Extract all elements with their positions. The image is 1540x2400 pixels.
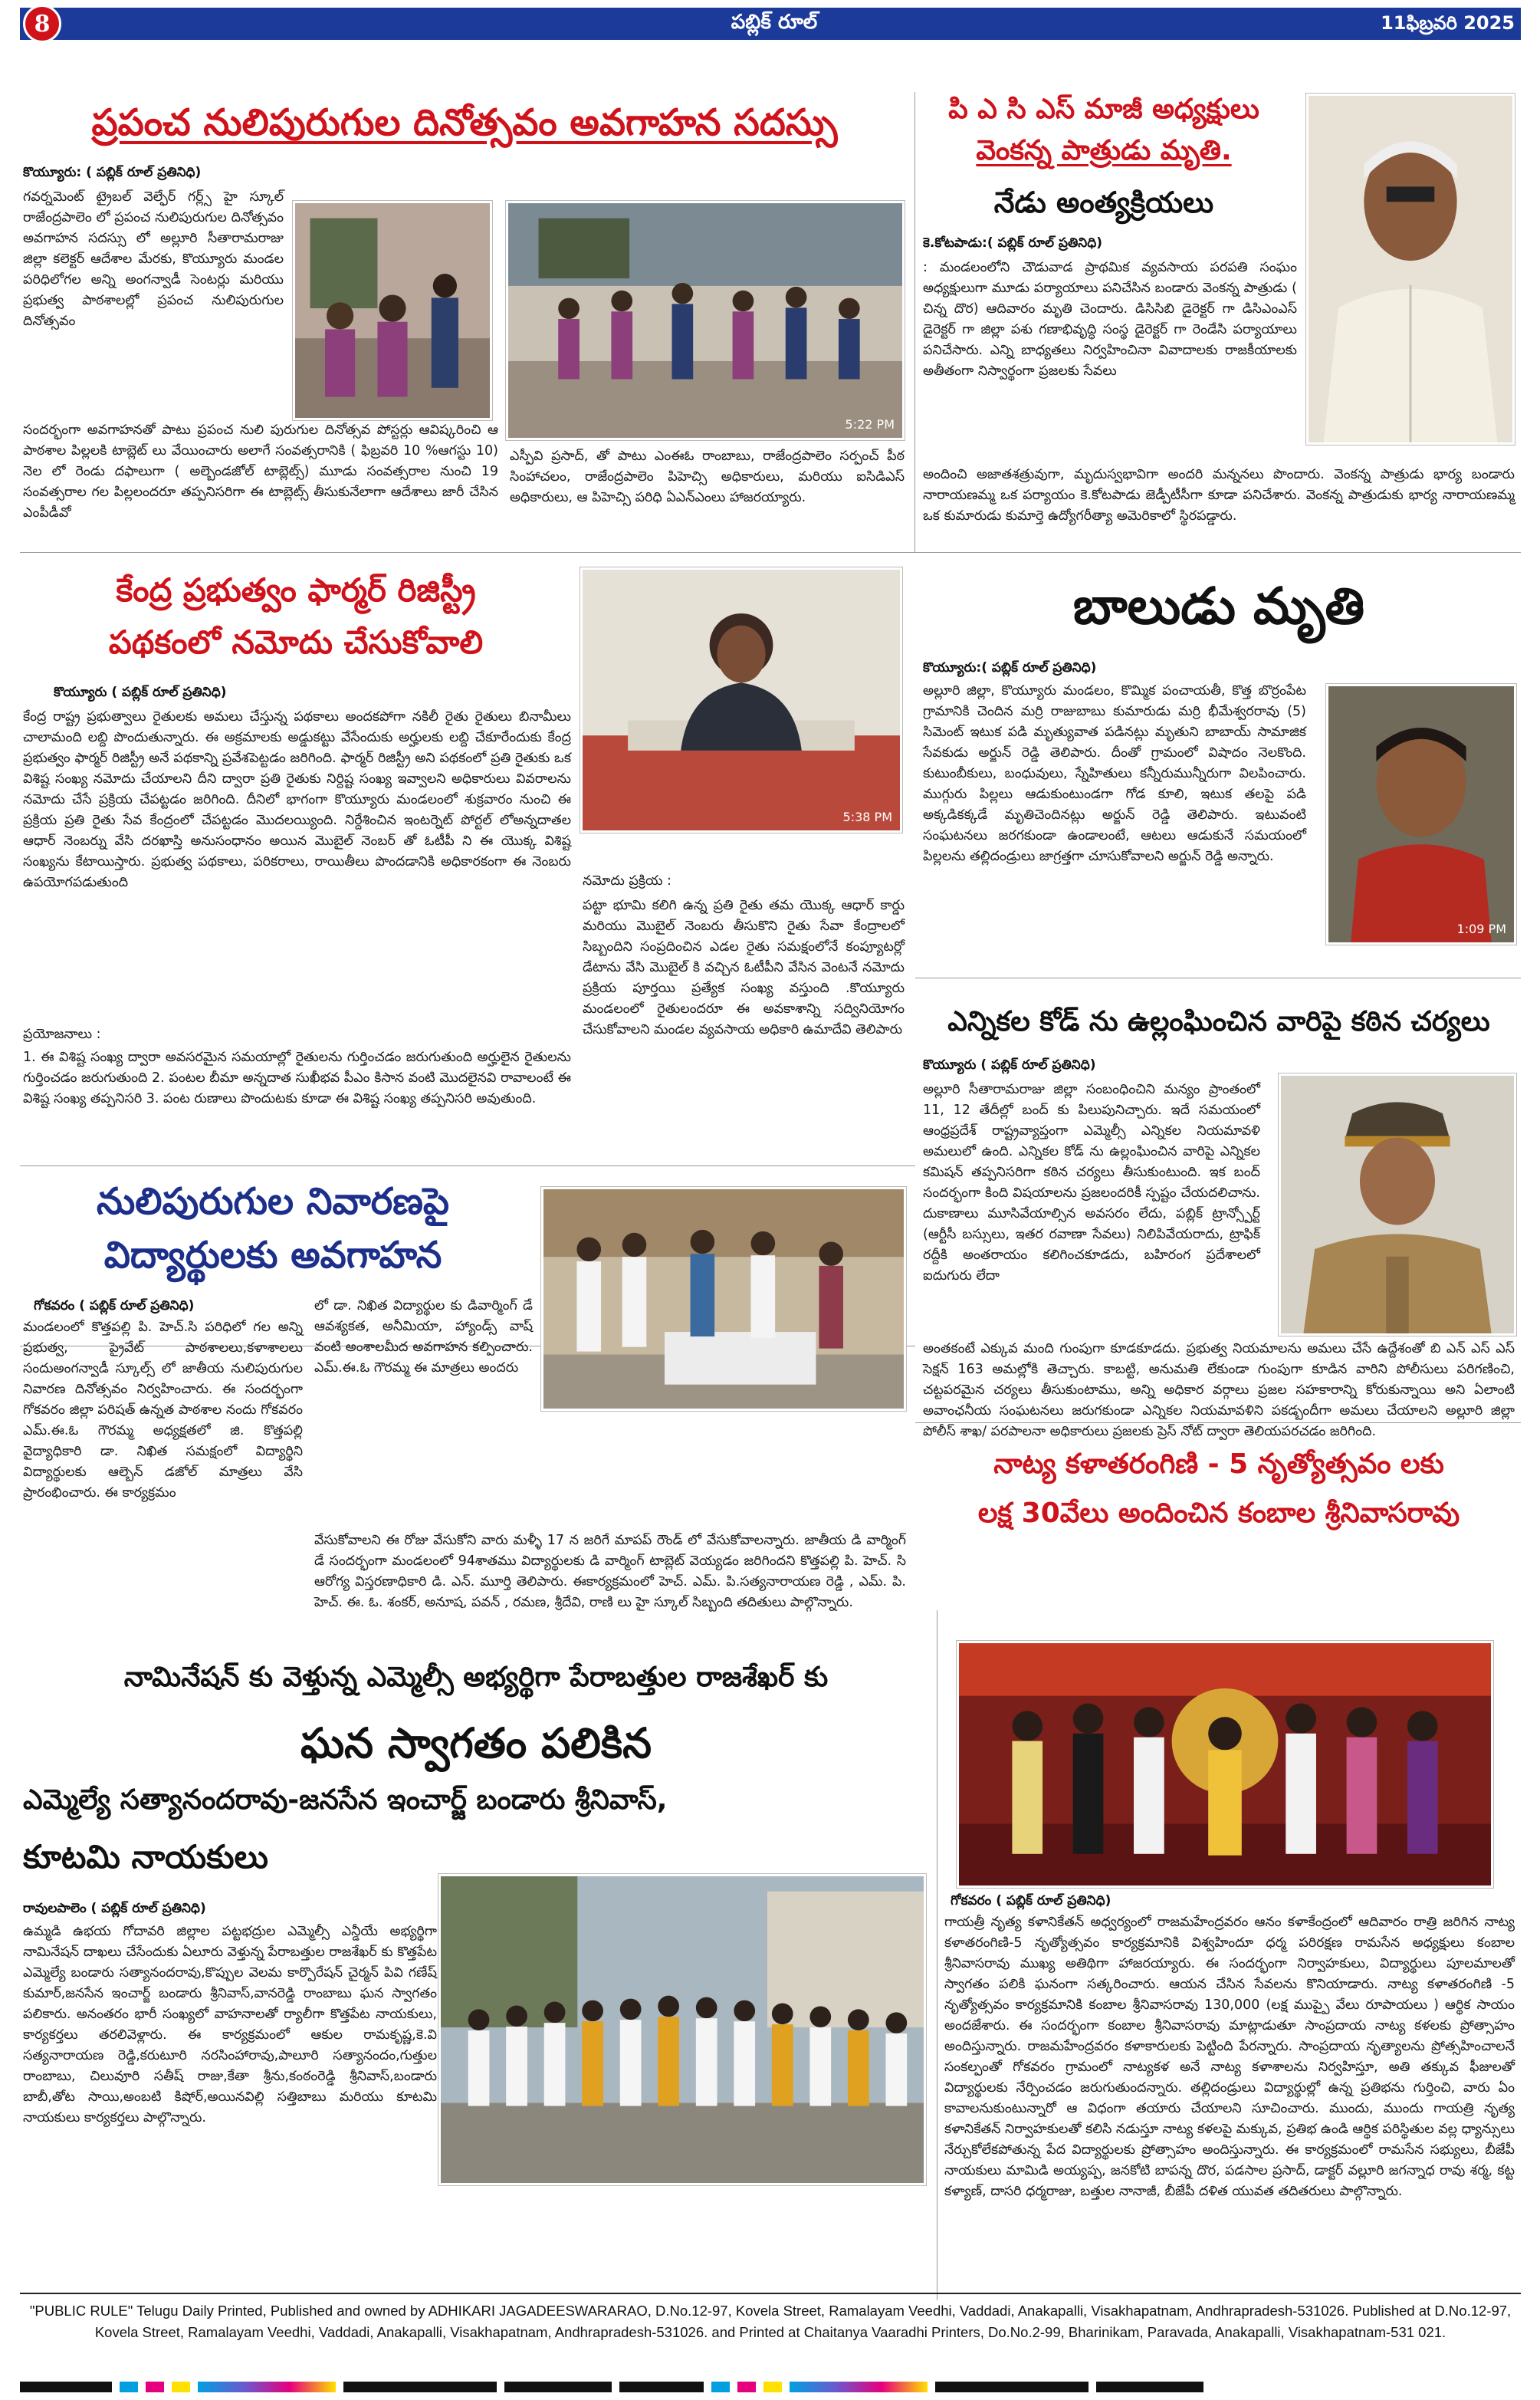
article3-process-label: నమోదు ప్రక్రియ : [583, 873, 671, 889]
page-number-badge [23, 5, 61, 43]
article1-photo-event [506, 201, 905, 440]
article3-headline-line2: పథకంలో నమోదు చేసుకోవాలి [108, 623, 484, 661]
article8-body: ఉమ్మడి ఉభయ గోదావరి జిల్లాల పట్టభద్రుల ఎమ్మెల్సీ ఎన్డీయే అభ్యర్థిగా నామినేషన్ దాఖలు చేసేందుకు ఏలూరు వెళ్తున్న పేరాబత్తుల రాజశేఖర్ కు కొత్తపేట ఎమ్మెల్యే బండారు సత్యానందరావు,కొప్పుల వెలమ కార్పొరేషన్ చైర్మన్ పివి గణేష్ కుమార్,జనసేన ఇంచార్జ్ బండారు శ్రీనివాస్,వానరెడ్డి రాంబాబు ఘన స్వాగతం పలికారు. అనంతరం భారీ సంఖ్యలో వాహనాలతో ర్యాలీగా కొత్తపేట నాయకులు, కార్యకర్తలు తరలివెళ్లారు. ఈ కార్యక్రమంలో ఆకుల రామకృష్ణ,కె.వి సత్యనారాయణ రెడ్డి,కరుటూరి నరసింహారావు,పాలూరి సత్యానందం,గుత్తుల రాంబాబు, చిలువూరి సతీష్ రాజు,కేతా శ్రీను,కంఠంరెడ్డి శ్రీనివాస్,బండారు బాబీ,తోట సాయి,అంబటి కిషోర్,అయినవిల్లి సత్తిబాబు మరియు కూటమి నాయకులు కార్యకర్తలు పాల్గొన్నారు. [23, 1924, 437, 2125]
article3-photo-timestamp: 5:38 PM [842, 810, 892, 824]
article7-headline-line2: లక్ష 30వేలు అందించిన కంబాల శ్రీనివాసరావు [977, 1498, 1460, 1529]
article1-body-right: ఎస్పీవి ప్రసాద్, తో పాటు ఎంఈఓ రాంబాబు, రాజేంద్రపాలెం సర్పంచ్ పీఠ సింహాచలం, రాజేంద్రపాలెం పిహెచ్సి అధికారులు, మరియు ఐసిడిఎస్ అధికారులు, ఆ పిహెచ్సి పరిధి ఏఎన్ఎంలు హాజరయ్యారు. [510, 449, 905, 505]
article8-headline-line1: నామినేషన్ కు వెళ్తున్న ఎమ్మెల్సీ అభ్యర్థిగా పేరాబత్తుల రాజశేఖర్ కు [123, 1662, 829, 1693]
issue-date: 11ఫిబ్రవరి 2025 [1381, 12, 1515, 34]
article6-headline-line2: విద్యార్థులకు అవగాహన [103, 1234, 442, 1277]
article3-photo-officer [580, 567, 902, 833]
article6-photo-doctors [541, 1187, 906, 1411]
article8-dateline: రావులపాలెం ( పబ్లిక్ రూల్ ప్రతినిధి) [23, 1901, 206, 1916]
article5-body-column: అల్లూరి సీతారామరాజు జిల్లా సంబంధించిని మన్యం ప్రాంతంలో 11, 12 తేదీల్లో బంద్ కు పిలుపునిచ్చారు. ఇదే సమయంలో ఆంధ్రప్రదేశ్ రాష్ట్రవ్యాప్తంగా ఎమ్మెల్సీ ఎన్నికల నియమావళి అమలులో ఉంది. ఎన్నికల కోడ్ ను ఉల్లంఘించిన వారిపై ఎన్నికల కమిషన్ తప్పనిసరిగా కఠిన చర్యలు తీసుకుంటుంది. ఇక బంద్ సందర్భంగా కింది విషయాలను ప్రజలందరికీ స్పష్టం చేయదలిచాను. దుకాణాలు మూసివేయాల్సిన అవసరం లేదు, పబ్లిక్ ట్రాన్స్పోర్ట్ (ఆర్టీసీ బస్సులు, ఇతర రవాణా సేవలు) నిలిపివేయరాదు, ట్రాఫిక్ రద్దీకి అంతరాయం కలిగించకూడదు, బహిరంగ ప్రదేశాలలో ఐదుగురు లేదా [923, 1082, 1260, 1284]
article1-dateline: కొయ్యూరు: ( పబ్లిక్ రూల్ ప్రతినిధి) [23, 165, 202, 180]
article1-body-wide: సందర్భంగా అవగాహనతో పాటు ప్రపంచ నులి పురుగుల దినోత్సవ పోస్టర్లు ఆవిష్కరించి ఆ పాఠశాల పిల్లలకి టాబ్లెట్ లు వేయించారు అలాగే సంవత్సరానికి ( ఫిబ్రవరి 10 %ఆగస్టు 10) నెల లో రెండు దఫాలుగా ( అల్బెండజోల్ టాబ్లెట్స్) మూడు సంవత్సరాల నుంచి 19 సంవత్సరాల గల పిల్లలందరూ తప్పనిసరిగా ఈ టాబ్లెట్స్ తీసుకునేలాగా ఆదేశాలు జారీ చేసిన ఎంపీడీవో [23, 422, 498, 521]
article5-headline: ఎన్నికల కోడ్ ను ఉల్లంఘించిన వారిపై కఠిన చర్యలు [947, 1006, 1490, 1037]
article5-dateline: కొయ్యూరు ( పబ్లిక్ రూల్ ప్రతినిధి) [923, 1057, 1096, 1073]
article2-portrait [1306, 94, 1515, 445]
article8-headline-line4: కూటమి నాయకులు [23, 1838, 268, 1876]
article6-dateline: గోకవరం ( పబ్లిక్ రూల్ ప్రతినిధి) [34, 1298, 195, 1313]
page-number: 8 [34, 10, 51, 38]
article2-headline-line2: వెంకన్న పాత్రుడు మృతి. [976, 135, 1232, 166]
article8-photo-rally [438, 1874, 926, 2185]
article4-photo-boy [1326, 684, 1516, 945]
article3-body: కేంద్ర రాష్ట్ర ప్రభుత్వాలు రైతులకు అమలు చేస్తున్న పథకాలు అందకపోగా నకిలీ రైతు రైతులు బినామీలు చాలామంది లబ్ది పొందుతున్నారు. ఈ అక్రమాలకు అడ్డుకట్టు వేసేందుకు అర్హులకు లబ్ది చేకూరేందుకు కేంద్ర ప్రభుత్వం ఫార్మర్ రిజిస్ట్రీ అనే పథకాన్ని ప్రవేశపెట్టడం జరిగింది. ఫార్మర్ రిజిస్ట్రీ అని పథకంలో ప్రతి రైతుకు ఒక విశిష్ట సంఖ్య నమోదు చేయాలని దీని ద్వారా ప్రతి రైతుకు నిర్దిష్ట సంఖ్య ఇవ్వాలని అధికారులు వివరాలను నమోదు చేసే ప్రక్రియ చేపట్టడం జరిగింది. దీనిలో భాగంగా కొయ్యూరు మండలంలో శుక్రవారం నుంచి ఈ ప్రక్రియ ప్రతి రైతు సేవ కేంద్రంలో చేపట్టడం మొదలయ్యింది. నిర్దేశించిన ఇంటర్నెట్ పోర్టల్ లోఅన్నదాతల ఆధార్ నెంబర్ను వేసి దరఖాస్తి అనుసంధానం అయిన మొబైల్ నెంబర్ తో ఓటీపీ ని ఈ యొక్క విశిష్ట సంఖ్యను కేటాయిస్తారు. ప్రభుత్వ పథకాలు, పరికరాలు, రాయితీలు పొందడానికి అధికారకంగా ఈ నెంబరు ఉపయోగపడుతుంది [23, 709, 571, 890]
article8-headline-line2: ఘన స్వాగతం పలికిన [300, 1719, 652, 1767]
article5-body-wide: అంతకంటే ఎక్కువ మంది గుంపుగా కూడకూడదు. ప్రభుత్వ నియమాలను అమలు చేసే ఉద్దేశంతో బి ఎన్ ఎస్ ఎస్ సెక్షన్ 163 అమల్లోకి తెచ్చారు. కాబట్టి, అనుమతి లేకుండా గుంపుగా కూడిన వారిని పోలీసులు పరిగణించి, చట్టపరమైన చర్యలు తీసుకుంటాము, అన్ని అధికార వర్గాలు ప్రజల సహకారాన్ని కోరుకున్నాయి అని ఏలాంటి అవాంఛనీయ సంఘటనలు జరుగకుండా ఎన్నికల నియమావళిని పకడ్బందీగా అమలు చేయాలని అల్లూరి జిల్లా పోలీస్ శాఖ/ పరపాలనా అధికారులు ప్రజలకు ప్రెస్ నోట్ ద్వారా తెలియపరచడం జరిగింది. [923, 1341, 1515, 1439]
article1-photo-students [293, 201, 492, 420]
article2-body-column: : మండలంలోని చౌడువాడ ప్రాథమిక వ్యవసాయ పరపతి సంఘం అధ్యక్షులుగా మూడు పర్యాయాలు పనిచేసిన బండారు వెంకన్న పాత్రుడు ( చిన్న దొర) ఆదివారం మృతి చెందారు. డిసిసిబి డైరెక్టర్ గా డిసిఎంఎస్ డైరెక్టర్ గా జిల్లా పశు గణాభివృద్ధి సంస్థ డైరెక్టర్ గా రెండేసి పర్యాయాలు పనిచేసారు. ఎన్ని బాధ్యతలు నిర్వహించినా వివాదాలకు రాజకీయాలకు అతీతంగా నిస్వార్థంగా ప్రజలకు సేవలు [923, 260, 1297, 379]
article4-headline: బాలుడు మృతి [1072, 577, 1365, 636]
article4-dateline: కొయ్యూరు:( పబ్లిక్ రూల్ ప్రతినిధి) [923, 660, 1097, 676]
article2-headline-line1: పి ఎ సి ఎస్ మాజీ అధ్యక్షులు [948, 94, 1259, 125]
article1-headline: ప్రపంచ నులిపురుగుల దినోత్సవం అవగాహన సదస్సు [91, 101, 838, 144]
article7-body: గాయత్రీ నృత్య కళానికేతన్ అధ్వర్యంలో రాజమహేంద్రవరం ఆనం కళాకేంద్రంలో ఆదివారం రాత్రి జరిగిన నాట్య కళాతరంగిణి-5 నృత్యోత్సవం కార్యక్రమానికి విశ్వహిందూ ధర్మ పరిరక్షణ రామసేన అధ్యక్షులు కంబాల శ్రీనివాసరావు ముఖ్య అతిథిగా హాజరయ్యారు. ఈ సందర్భంగా నిర్వాహకులు, విద్యార్థులు పూలమాలతో స్వాగతం పలికి ఘనంగా సత్కరించారు. ఆయన చేసిన సేవలను కొనియాడారు. నాట్య కళాతరంగిణి -5 నృత్యోత్సవం కార్యక్రమానికి కంబాల శ్రీనివాసరావు 130,000 (లక్ష ముప్పై వేలు రూపాయలు ) ఆర్థిక సాయం అందజేశారు. ఈ సందర్భంగా కంబాల శ్రీనివాసరావు మాట్లాడుతూ సాంప్రదాయ నాట్య కళలకు ప్రోత్సాహం అందిస్తున్నారు. రాజమహేంద్రవరం కళాకారులకు పెట్టింది పేరన్నారు. సాంప్రదాయ నృత్యాలను ప్రోత్సహించాలనే సంకల్పంతో గోకవరం గ్రామంలో నాట్యకళ అనే నాట్య కళాశాలను నిర్వహిస్తూ, అతి తక్కువ ఫీజులతో విద్యార్థులకు నేర్పించడం జరుగుతుందన్నారు. తల్లిదండ్రులు విద్యార్థుల్లో ఉన్న ప్రతిభను గుర్తించి, వారు ఏం కావాలనుకుంటున్నారో ఆ విధంగా తయారు చేయాలని సూచించారు. ముందు, ముందు గాయత్రి నృత్య కళానికేతన్ నిర్వాహకులతో కలిసి నడుస్తూ నాట్య కళలపై మక్కువ, ప్రతిభ ఉండి ఆర్థిక పరిస్థితుల వల్ల ధ్యాన్సులు నేర్చుకోలేకపోతున్న పేద విద్యార్థులకు ప్రోత్సాహం అందిస్తున్నారు. ఈ కార్యక్రమంలో రామసేన సభ్యులు, బీజేపీ నాయకులు మామిడి అయ్యప్ప, జనకోటి బాపన్న దొర, పడసాల ప్రసాద్, డాక్టర్ వల్లూరి జగన్నాధ రావు శర్మ, కట్ట కళ్యాణ్, దాసరి ధర్మరాజు, బత్తుల నానాజీ, బీజేపీ దళిత యువత తదితరులు పాల్గొన్నారు. [944, 1915, 1515, 2199]
article4-body: అల్లూరి జిల్లా, కొయ్యూరు మండలం, కొమ్మిక పంచాయతీ, కొత్త బొర్రంపేట గ్రామానికి చెందిన మర్రి రాజుబాబు కుమారుడు మర్రి భీమేశ్వరరావు (5) సిమెంట్ ఇటుక పడి మృత్యువాత పడినట్లు మృతుని బాబాయ్ సామాజిక సేవకుడు అర్జున్ రెడ్డి తెలిపారు. దీంతో గ్రామంలో విషాదం నెలకొంది. కుటుంబీకులు, బంధువులు, స్నేహితులు కన్నీరుమున్నీరుగా విలపించారు. ముగ్గురు పిల్లలు ఆడుకుంటుండగా గోడ కూలి, ఇటుక తలపై పడి అక్కడికక్కడే మృతిచెందినట్లు అర్జున్ రెడ్డి తెలిపారు. ఇటువంటి సంఘటనలు జరగకుండా ఉండాలంటే, ఆటలు ఆడుకునే సమయంలో పిల్లలను తల్లిదండ్రులు జాగ్రత్తగా చూసుకోవాలని అర్జున్ రెడ్డి అన్నారు. [923, 683, 1306, 864]
registration-strip [0, 2382, 1540, 2392]
article6-body-left: మండలంలో కొత్తపల్లి పి. హెచ్.సి పరిధిలో గల అన్ని ప్రభుత్వ, ప్రైవేట్ పాఠశాలలు,కళాశాలలు సందుఅంగన్వాడీ స్కూల్స్ లో జాతీయ నులిపురుగుల నివారణ దినోత్సవం నిర్వహించారు. ఈ సందర్భంగా గోకవరం జిల్లా పరిషత్ ఉన్నత పాఠశాల నందు గోకవరం ఎమ్.ఈ.ఓ గౌరమ్మ అధ్యక్షతలో జి. కొత్తపల్లి వైద్యాధికారి డా. నిఖిత సమక్షంలో విద్యార్థిని విద్యార్థులకు ఆల్బెన్ డజోల్ మాత్రలు వేసి ప్రారంభించారు. ఈ కార్యక్రమం [23, 1320, 303, 1501]
article1-body-column: గవర్నమెంట్ ట్రైబల్ వెల్ఫేర్ గర్ల్స్ హై స్కూల్ రాజేంద్రపాలెం లో ప్రపంచ నులిపురుగుల దినోత్సవం అవగాహన సదస్సు లో అల్లూరి సీతారామరాజు జిల్లా కలెక్టర్ ఆదేశాల మేరకు, కొయ్యూరు మండల పరిధిలోగల అన్ని అంగన్వాడీ సెంటర్లు మరియు ప్రభుత్వ పాఠశాలల్లో ప్రపంచ నులిపురుగుల దినోత్సవం [23, 189, 284, 329]
article3-process: పట్టా భూమి కలిగి ఉన్న ప్రతి రైతు తమ యొక్క ఆధార్ కార్డు మరియు మొబైల్ నెంబరు తీసుకొని రైతు సేవా కేంద్రాలలో సిబ్బందిని సంప్రదించిన ఎడల రైతు సమక్షంలోనే కంప్యూటర్లో డేటాను వేసి మొబైల్ కి వచ్చిన ఓటీపీని వేసిన వెంటనే నమోదు ప్రక్రియ పూర్తయి ప్రత్యేక సంఖ్య వస్తుంది .కొయ్యూరు మండలంలో రైతులందరూ ఈ అవకాశాన్ని సద్వినియోగం చేసుకోవాలని మండల వ్యవసాయ అధికారి ఉమాదేవి తెలిపారు [583, 898, 905, 1037]
article6-body-mid: లో డా. నిఖిత విద్యార్థుల కు డివార్మింగ్ డే ఆవశ్యకత, అనీమియా, హ్యాండ్స్ వాష్ వంటి అంశాలమీద అవగాహన కల్పించారు. ఎమ్.ఈ.ఓ గౌరమ్మ ఈ మాత్రలు అందరు [314, 1298, 533, 1376]
article6-body-wide: వేసుకోవాలని ఈ రోజు వేసుకోని వారు మళ్ళీ 17 న జరిగే మాపప్ రౌండ్ లో వేసుకోవాలన్నారు. జాతీయ డి వార్మింగ్ డే సందర్భంగా మండలంలో 94శాతము విద్యార్థులకు డి వార్మింగ్ టాబ్లెట్ వెయ్యడం జరిగిందని కొత్తపల్లి పి. హెచ్. సి ఆరోగ్య విస్తరణాధికారి డి. ఎన్. మూర్తి తెలిపారు. ఈకార్యక్రమంలో హెచ్. ఎమ్. పి.సత్యనారాయణ రెడ్డి , ఎమ్. పి. హెచ్. ఈ. ఓ. శంకర్, అనూష, పవన్ , రమణ, శ్రీదేవి, రాణి లు హై స్కూల్ సిబ్బంది తదితులు పాల్గొన్నారు. [314, 1533, 906, 1610]
paper-name: పబ్లిక్ రూల్ [731, 11, 818, 34]
article1-photo-timestamp: 5:22 PM [845, 417, 895, 432]
article5-photo-police-officer [1279, 1073, 1516, 1336]
footer-imprint: "PUBLIC RULE" Telugu Daily Printed, Published and owned by ADHIKARI JAGADEESWARARAO, D.No.12-97, Kovela Street, Ramalayam Veedhi, Vaddadi, Anakapalli, Visakhapatnam, Andhrapradesh-531026. Published at D.No.12-97, Kovela Street, Ramalayam Veedhi, Vaddadi, Anakapalli, Visakhapatnam, Andhrapradesh-531026. and Printed at Chaitanya Vaaradhi Printers, Do.No.2-99, Bharinikam, Paravada, Anakapalli, Visakhapatnam-531 021. [29, 2303, 1512, 2340]
article6-headline-line1: నులిపురుగుల నివారణపై [96, 1180, 450, 1223]
article7-photo-felicitation [957, 1641, 1493, 1888]
article2-dateline: కె.కోటపాడు:( పబ్లిక్ రూల్ ప్రతినిధి) [923, 235, 1103, 251]
article7-dateline: గోకవరం ( పబ్లిక్ రూల్ ప్రతినిధి) [951, 1893, 1111, 1908]
article3-dateline: కొయ్యూరు ( పబ్లిక్ రూల్ ప్రతినిధి) [54, 685, 227, 700]
article3-benefits: 1. ఈ విశిష్ట సంఖ్య ద్వారా అవసరమైన సమయాల్లో రైతులను గుర్తించడం జరుగుతుంది అర్హులైన రైతులను గుర్తించడం జరుగుతుంది 2. పంటల బీమా అన్నదాత సుఖీభవ పీఎం కిసాన వంటి మొదలైనవి రావాలంటే ఈ విశిష్ట సంఖ్య తప్పనిసరి 3. పంట రుణాలు పొందుటకు కూడా ఈ విశిష్ట సంఖ్య తప్పనిసరి అవుతుంది. [23, 1050, 571, 1106]
article2-body-wide: అందించి అజాతశత్రువుగా, మృదుస్వభావిగా అందరి మన్ననలు పొందారు. వెంకన్న పాత్రుడు భార్య బండారు నారాయణమ్మ ఒక పర్యాయం కె.కోటపాడు జెడ్పీటీసీగా కూడా పనిచేశారు. వెంకన్న పాత్రుడుకు భార్య నారాయణమ్మ ఒక కుమారుడు కుమార్తె ఉద్యోగరీత్యా అమెరికాలో స్థిరపడ్డారు. [923, 467, 1515, 524]
article2-subhead: నేడు అంత్యక్రియలు [993, 186, 1214, 219]
article4-photo-timestamp: 1:09 PM [1456, 922, 1506, 936]
article7-headline-line1: నాట్య కళాతరంగిణి - 5 నృత్యోత్సవం లకు [993, 1448, 1444, 1480]
article3-benefits-label: ప్రయోజనాలు : [23, 1027, 101, 1042]
article3-headline-line1: కేంద్ర ప్రభుత్వం ఫార్మర్ రిజిస్ట్రీ [116, 571, 476, 609]
article8-headline-line3: ఎమ్మెల్యే సత్యానందరావు-జనసేన ఇంచార్జ్ బండారు శ్రీనివాస్, [23, 1784, 668, 1816]
